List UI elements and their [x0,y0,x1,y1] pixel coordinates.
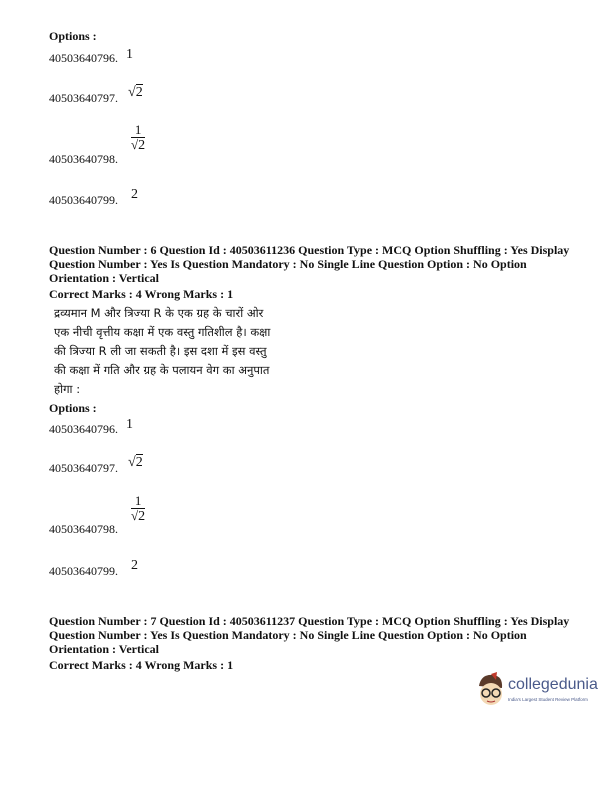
option-id: 40503640799. [49,564,118,578]
option-id: 40503640797. [49,91,118,105]
option-value: 1 [126,47,133,62]
option-id: 40503640796. [49,422,118,436]
fraction: $\frac{1}{√2}$ [131,122,146,153]
option-value: 2 [131,187,138,202]
options-label: Options : [49,29,97,43]
option-value: 1 [126,417,133,432]
question-text: द्रव्यमान M और त्रिज्या R के एक ग्रह के चारों ओर एक नीची वृत्तीय कक्षा में एक वस्तु गतिशील है। कक्षा की त्रिज्या R ली जा सकती है। इस दशा में इस वस्तु की कक्षा में गति और ग्रह के पलायन वेग का अनुपात होगा : [54,306,271,396]
mascot-icon [475,672,507,712]
option-id: 40503640797. [49,461,118,475]
sqrt-expression: √2 [128,85,143,100]
options-label: Options : [49,401,97,415]
question-header: Question Number : 7 Question Id : 40503611237 Question Type : MCQ Option Shuffling : Yes Display Question Number : Yes Is Question Mandatory : No Single Line Question Option : No Option Orientation : Vertical [49,614,570,656]
option-value: 2 [131,558,138,573]
marks: Correct Marks : 4 Wrong Marks : 1 [49,287,234,301]
option-id: 40503640796. [49,51,118,65]
marks: Correct Marks : 4 Wrong Marks : 1 [49,658,234,672]
collegedunia-logo: collegedunia India's Largest Student Review Platform [475,672,600,716]
sqrt-expression: √2 [128,455,143,470]
question-header: Question Number : 6 Question Id : 40503611236 Question Type : MCQ Option Shuffling : Yes Display Question Number : Yes Is Question Mandatory : No Single Line Question Option : No Option Orientation : Vertical [49,243,570,285]
option-id: 40503640799. [49,193,118,207]
option-id: 40503640798. [49,152,118,166]
fraction: $\frac{1}{√2}$ [131,493,146,524]
option-id: 40503640798. [49,522,118,536]
